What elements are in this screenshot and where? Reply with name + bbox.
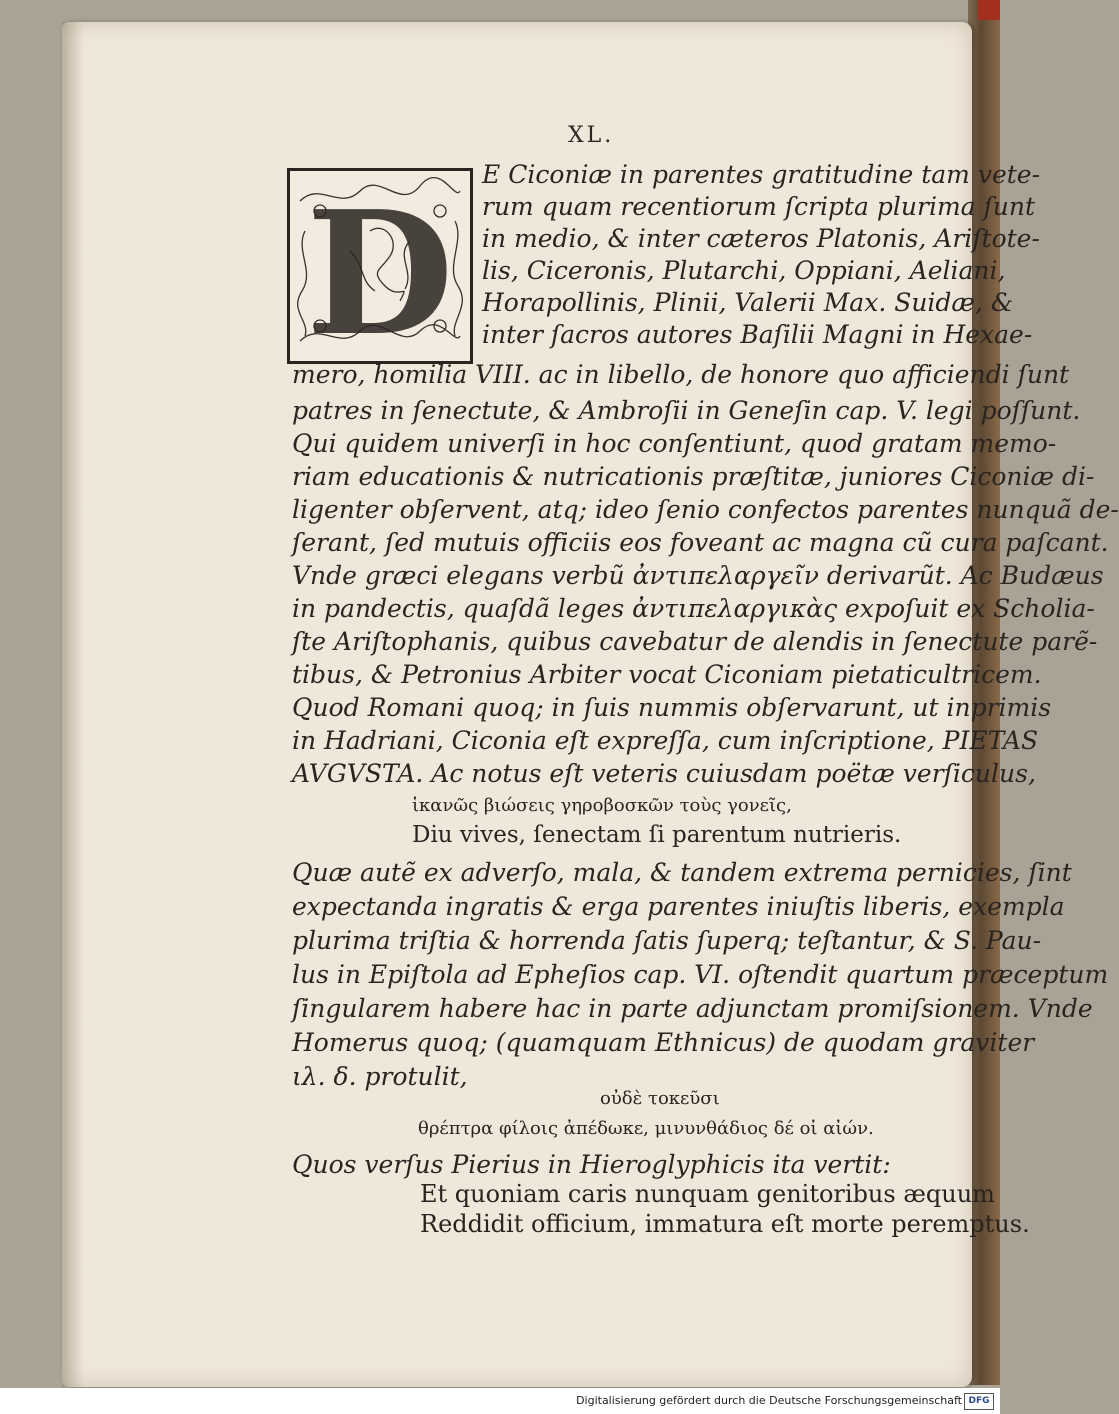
text-line: inter ſacros autores Baſilii Magni in Hexae-	[482, 320, 1033, 349]
text-line: Quod Romani quoq; in ſuis nummis obſervarunt, ut inprimis	[292, 693, 1052, 722]
dfg-logo: DFG	[964, 1393, 994, 1410]
text-line: mero, homilia VIII. ac in libello, de honore quo afficiendi ſunt	[292, 360, 1070, 389]
text-line: Horapollinis, Plinii, Valerii Max. Suidæ, &	[482, 288, 1014, 317]
text-line: AVGVSTA. Ac notus eſt veteris cuiusdam poëtæ verſiculus,	[292, 759, 1036, 788]
footer-bar	[0, 1388, 1000, 1414]
text-line: Quos verſus Pierius in Hieroglyphicis ita vertit:	[292, 1150, 891, 1179]
latin-verse: Diu vives, ſenectam ſi parentum nutrieris.	[412, 822, 902, 848]
text-line: ligenter obſervent, atq; ideo ſenio confectos parentes nunquã de-	[292, 495, 1119, 524]
text-line: riam educationis & nutricationis præſtitæ, juniores Ciconiæ di-	[292, 462, 1095, 491]
text-line: ιλ. δ. protulit,	[292, 1062, 468, 1091]
text-line: ſte Ariſtophanis, quibus cavebatur de alendis in ſenectute parẽ-	[292, 627, 1098, 656]
funding-credit: Digitalisierung gefördert durch die Deutsche Forschungsgemeinschaft	[576, 1394, 962, 1407]
text-line: Homerus quoq; (quamquam Ethnicus) de quodam graviter	[292, 1028, 1035, 1057]
text-line: Quæ autẽ ex adverſo, mala, & tandem extrema pernicies, ſint	[292, 858, 1072, 887]
text-line: lus in Epiſtola ad Epheſios cap. VI. oſtendit quartum præceptum	[292, 960, 1109, 989]
latin-verse: Reddidit officium, immatura eſt morte peremptus.	[420, 1210, 1030, 1238]
ribbon-marker	[978, 0, 1000, 20]
greek-verse: οὐδὲ τοκεῦσι	[600, 1088, 720, 1109]
text-line: patres in ſenectute, & Ambroſii in Geneſin cap. V. legi poſſunt.	[292, 396, 1081, 425]
text-line: Qui quidem univerſi in hoc conſentiunt, quod gratam memo-	[292, 429, 1057, 458]
text-line: ſerant, ſed mutuis officiis eos foveant ac magna cũ cura paſcant.	[292, 528, 1109, 557]
text-line: ſingularem habere hac in parte adjunctam promiſsionem. Vnde	[292, 994, 1093, 1023]
text-line: plurima triſtia & horrenda ſatis ſuperq; teſtantur, & S. Pau-	[292, 926, 1042, 955]
text-line: E Ciconiæ in parentes gratitudine tam vete-	[482, 160, 1041, 189]
text-line: in pandectis, quaſdã leges ἀντιπελαργικὰς expoſuit ex Scholia-	[292, 594, 1095, 623]
folio-number: XL.	[568, 123, 615, 148]
greek-verse: θρέπτρα φίλοις ἀπέδωκε, μινυνθάδιος δέ οἱ αἰών.	[418, 1118, 874, 1139]
text-line: expectanda ingratis & erga parentes iniuſtis liberis, exempla	[292, 892, 1065, 921]
text-line: in Hadriani, Ciconia eſt expreſſa, cum inſcriptione, PIETAS	[292, 726, 1039, 755]
latin-verse: Et quoniam caris nunquam genitoribus æquum	[420, 1180, 995, 1208]
decorated-initial	[287, 168, 473, 374]
page-gutter	[62, 22, 84, 1387]
text-line: in medio, & inter cæteros Platonis, Ariſtote-	[482, 224, 1040, 253]
text-line: rum quam recentiorum ſcripta plurima ſunt	[482, 192, 1036, 221]
text-line: Vnde græci elegans verbũ ἀντιπελαργεῖν derivarũt. Ac Budæus	[292, 561, 1104, 590]
drop-cap-letter: D	[306, 174, 454, 374]
greek-verse: ἱκανῶς βιώσεις γηροβοσκῶν τοὺς γονεῖς,	[412, 795, 792, 816]
text-line: lis, Ciceronis, Plutarchi, Oppiani, Aeliani,	[482, 256, 1006, 285]
text-line: tibus, & Petronius Arbiter vocat Ciconiam pietaticultricem.	[292, 660, 1042, 689]
